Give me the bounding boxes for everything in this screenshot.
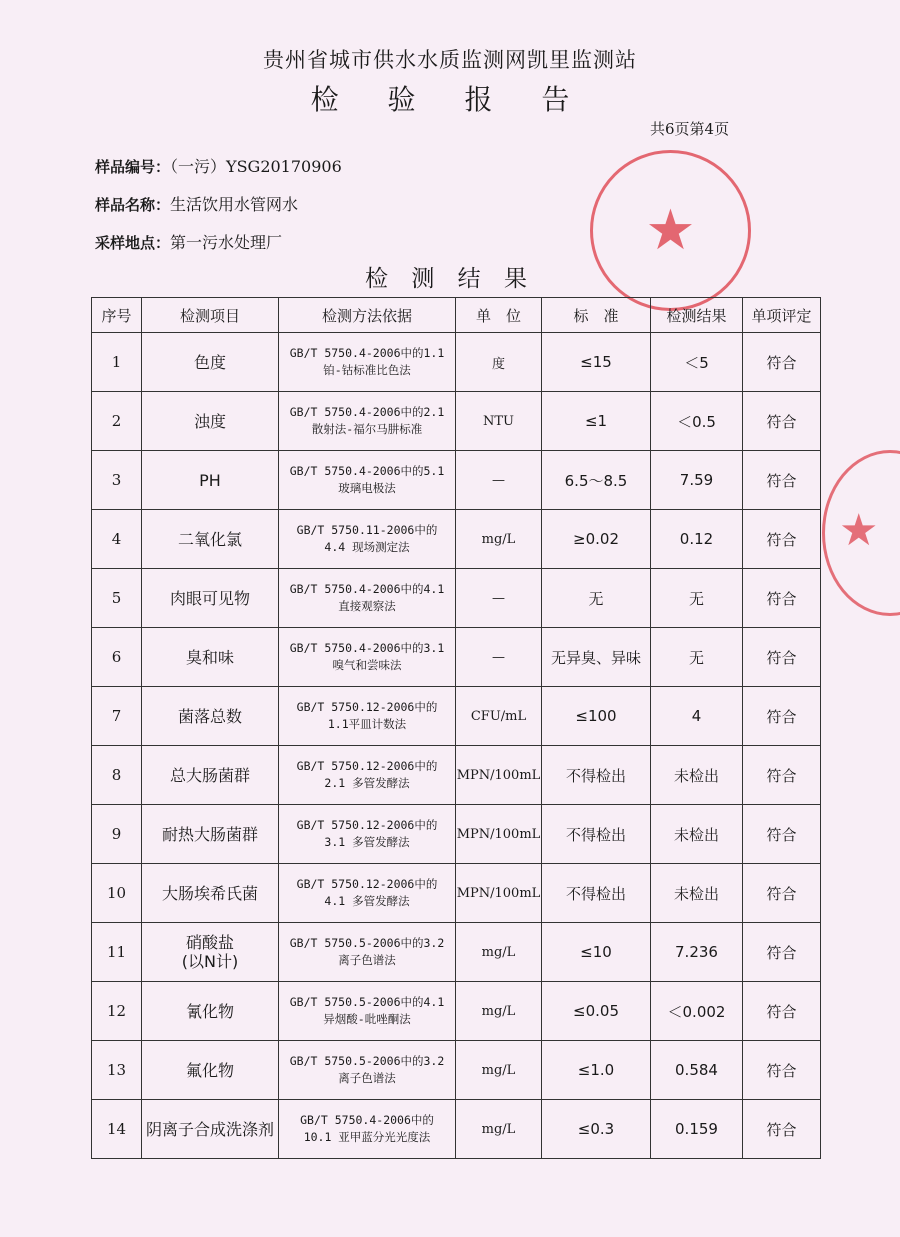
cell-result: 无 [651, 628, 743, 687]
table-row [92, 1041, 821, 1100]
cell-no: 5 [92, 569, 142, 628]
cell-verdict: 符合 [743, 864, 821, 923]
method-line-2: 异烟酸-吡唑酮法 [323, 1012, 411, 1026]
cell-unit: MPN/100mL [456, 864, 542, 923]
cell-result: ＜5 [651, 333, 743, 392]
cell-method [279, 333, 456, 392]
cell-standard: 无异臭、异味 [542, 628, 651, 687]
table-row [92, 746, 821, 805]
cell-standard: 不得检出 [542, 864, 651, 923]
sample-location-label: 采样地点： [95, 234, 171, 252]
cell-item: 硝酸盐 (以N计) [142, 923, 279, 982]
cell-verdict: 符合 [743, 451, 821, 510]
table-row [92, 923, 821, 982]
cell-unit: 度 [456, 333, 542, 392]
cell-verdict: 符合 [743, 333, 821, 392]
header-method: 检测方法依据 [279, 298, 456, 333]
sample-location-value: 第一污水处理厂 [170, 233, 283, 252]
organization-name: 贵州省城市供水水质监测网凯里监测站 [263, 48, 637, 72]
method-line-1: GB/T 5750.4-2006中的1.1 [289, 346, 445, 360]
method-line-1: GB/T 5750.5-2006中的3.2 [289, 1054, 445, 1068]
cell-unit: mg/L [456, 982, 542, 1041]
table-row [92, 392, 821, 451]
cell-item: 总大肠菌群 [142, 746, 279, 805]
cell-standard: ≤0.05 [542, 982, 651, 1041]
cell-no: 3 [92, 451, 142, 510]
report-title: 检 验 报 告 [310, 83, 590, 116]
cell-result: 未检出 [651, 746, 743, 805]
cell-standard: 6.5～8.5 [542, 451, 651, 510]
method-line-2: 散射法-福尔马肼标准 [311, 422, 423, 436]
cell-result: ＜0.5 [651, 392, 743, 451]
cell-standard: ≤1 [542, 392, 651, 451]
cell-item: 菌落总数 [142, 687, 279, 746]
cell-item: 色度 [142, 333, 279, 392]
sample-id-line [95, 154, 342, 177]
sample-name-label: 样品名称： [95, 196, 171, 214]
method-line-2: 4.1 多管发酵法 [324, 894, 410, 908]
table-row [92, 1100, 821, 1159]
method-line-1: GB/T 5750.4-2006中的5.1 [289, 464, 445, 478]
table-header-row [92, 298, 821, 333]
method-line-2: 1.1平皿计数法 [327, 717, 407, 731]
table-row [92, 510, 821, 569]
header-unit: 单 位 [456, 298, 542, 333]
method-line-1: GB/T 5750.11-2006中的 [296, 523, 438, 537]
cell-unit: — [456, 569, 542, 628]
method-line-2: 2.1 多管发酵法 [324, 776, 410, 790]
method-line-2: 4.4 现场测定法 [324, 540, 410, 554]
cell-unit: mg/L [456, 1041, 542, 1100]
cell-standard: ≤100 [542, 687, 651, 746]
cell-verdict: 符合 [743, 982, 821, 1041]
sample-name-line [95, 192, 298, 215]
method-line-1: GB/T 5750.4-2006中的3.1 [289, 641, 445, 655]
cell-item: 肉眼可见物 [142, 569, 279, 628]
cell-verdict: 符合 [743, 923, 821, 982]
cell-no: 6 [92, 628, 142, 687]
sample-id-value: （一污）YSG20170906 [170, 157, 342, 176]
cell-method [279, 1100, 456, 1159]
cell-unit: — [456, 451, 542, 510]
cell-unit: NTU [456, 392, 542, 451]
header-standard: 标 准 [542, 298, 651, 333]
cell-method [279, 1041, 456, 1100]
cell-standard: ≤15 [542, 333, 651, 392]
method-line-1: GB/T 5750.12-2006中的 [296, 759, 438, 773]
cell-verdict: 符合 [743, 1041, 821, 1100]
cell-method [279, 628, 456, 687]
cell-no: 10 [92, 864, 142, 923]
method-line-2: 玻璃电极法 [338, 481, 396, 495]
star-icon: ★ [839, 505, 879, 556]
cell-no: 8 [92, 746, 142, 805]
cell-method [279, 805, 456, 864]
method-line-1: GB/T 5750.5-2006中的3.2 [289, 936, 445, 950]
cell-method [279, 746, 456, 805]
star-icon: ★ [645, 198, 696, 263]
cell-result: 0.159 [651, 1100, 743, 1159]
cell-no: 9 [92, 805, 142, 864]
method-line-1: GB/T 5750.12-2006中的 [296, 877, 438, 891]
cell-unit: MPN/100mL [456, 746, 542, 805]
cell-verdict: 符合 [743, 805, 821, 864]
header-item: 检测项目 [142, 298, 279, 333]
cell-method [279, 510, 456, 569]
table-row [92, 628, 821, 687]
cell-item: PH [142, 451, 279, 510]
sample-name-value: 生活饮用水管网水 [170, 195, 299, 214]
cell-no: 12 [92, 982, 142, 1041]
header-verdict: 单项评定 [743, 298, 821, 333]
cell-standard: ≤10 [542, 923, 651, 982]
cell-verdict: 符合 [743, 687, 821, 746]
cell-standard: ≥0.02 [542, 510, 651, 569]
cell-no: 2 [92, 392, 142, 451]
cell-verdict: 符合 [743, 569, 821, 628]
cell-result: 无 [651, 569, 743, 628]
page-indicator: 共6页第4页 [650, 120, 730, 138]
cell-unit: mg/L [456, 1100, 542, 1159]
cell-verdict: 符合 [743, 628, 821, 687]
cell-result: ＜0.002 [651, 982, 743, 1041]
cell-method [279, 451, 456, 510]
cell-standard: 不得检出 [542, 746, 651, 805]
table-row [92, 982, 821, 1041]
cell-unit: MPN/100mL [456, 805, 542, 864]
cell-unit: mg/L [456, 510, 542, 569]
cell-standard: ≤0.3 [542, 1100, 651, 1159]
table-row [92, 864, 821, 923]
cell-result: 未检出 [651, 864, 743, 923]
method-line-2: 离子色谱法 [338, 1071, 396, 1085]
cell-result: 4 [651, 687, 743, 746]
method-line-2: 10.1 亚甲蓝分光光度法 [303, 1130, 431, 1144]
table-row [92, 451, 821, 510]
method-line-2: 直接观察法 [338, 599, 396, 613]
cell-result: 7.59 [651, 451, 743, 510]
cell-item: 大肠埃希氏菌 [142, 864, 279, 923]
method-line-1: GB/T 5750.4-2006中的2.1 [289, 405, 445, 419]
table-row [92, 333, 821, 392]
cell-verdict: 符合 [743, 1100, 821, 1159]
cell-item: 氰化物 [142, 982, 279, 1041]
cell-verdict: 符合 [743, 510, 821, 569]
method-line-2: 铂-钴标准比色法 [323, 363, 411, 377]
cell-method [279, 982, 456, 1041]
cell-unit: CFU/mL [456, 687, 542, 746]
cell-result: 7.236 [651, 923, 743, 982]
cell-verdict: 符合 [743, 746, 821, 805]
sample-location-line [95, 230, 282, 253]
cell-no: 14 [92, 1100, 142, 1159]
partial-seal [822, 450, 900, 616]
cell-item: 二氧化氯 [142, 510, 279, 569]
cell-standard: 不得检出 [542, 805, 651, 864]
cell-standard: 无 [542, 569, 651, 628]
cell-item: 浊度 [142, 392, 279, 451]
method-line-1: GB/T 5750.12-2006中的 [296, 818, 438, 832]
cell-item: 氟化物 [142, 1041, 279, 1100]
cell-no: 13 [92, 1041, 142, 1100]
cell-unit: — [456, 628, 542, 687]
method-line-1: GB/T 5750.4-2006中的 [300, 1113, 434, 1127]
cell-method [279, 864, 456, 923]
method-line-1: GB/T 5750.4-2006中的4.1 [289, 582, 445, 596]
results-table [91, 297, 821, 1159]
method-line-1: GB/T 5750.5-2006中的4.1 [289, 995, 445, 1009]
cell-no: 11 [92, 923, 142, 982]
cell-result: 0.584 [651, 1041, 743, 1100]
table-row [92, 805, 821, 864]
cell-method [279, 687, 456, 746]
cell-method [279, 392, 456, 451]
method-line-2: 离子色谱法 [338, 953, 396, 967]
sample-id-label: 样品编号： [95, 158, 171, 176]
cell-no: 7 [92, 687, 142, 746]
method-line-2: 3.1 多管发酵法 [324, 835, 410, 849]
method-line-1: GB/T 5750.12-2006中的 [296, 700, 438, 714]
cell-method [279, 569, 456, 628]
cell-no: 4 [92, 510, 142, 569]
cell-unit: mg/L [456, 923, 542, 982]
cell-standard: ≤1.0 [542, 1041, 651, 1100]
cell-result: 0.12 [651, 510, 743, 569]
cell-no: 1 [92, 333, 142, 392]
table-row [92, 569, 821, 628]
cell-item: 耐热大肠菌群 [142, 805, 279, 864]
cell-method [279, 923, 456, 982]
results-heading: 检 测 结 果 [365, 266, 535, 292]
header-no: 序号 [92, 298, 142, 333]
table-row [92, 687, 821, 746]
cell-item: 阴离子合成洗涤剂 [142, 1100, 279, 1159]
method-line-2: 嗅气和尝味法 [332, 658, 402, 672]
header-result: 检测结果 [651, 298, 743, 333]
cell-result: 未检出 [651, 805, 743, 864]
cell-verdict: 符合 [743, 392, 821, 451]
cell-item: 臭和味 [142, 628, 279, 687]
